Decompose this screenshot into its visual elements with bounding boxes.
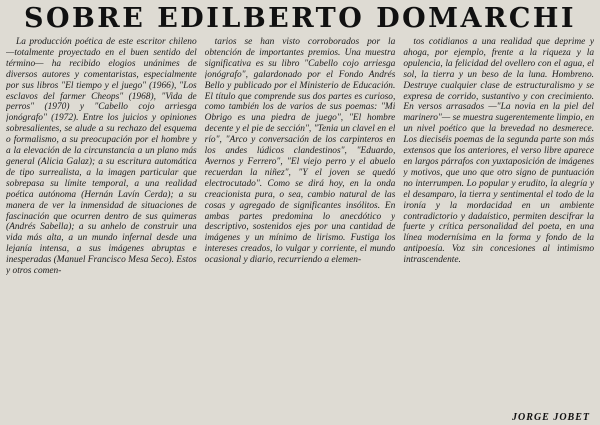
article-headline: SOBRE EDILBERTO DOMARCHI bbox=[23, 3, 577, 34]
column-text: tarios se han visto corroborados por la obtención de importantes premios. Una muestra significativa es su libro "Cabello cojo arriesga jonógrafo", galardonado por el Fondo Andrés Bello y publicado por el Ministerio de Educación. El título que comprende sus dos partes es curioso, como también los de varios de sus poemas: "Mi Obrigo es una piedra de juego", "El hombre decente y el pie de sección", "Tenia un clavel en el río", "Arco y conversación de los carpinteros en los andes lúdicos clandestinos", "Eduardo, Avernos y Ferrero", "El viejo perro y el abuelo recuerdan la niñez", "Y el joven se quedó electrocutado". Como se dirá hoy, en la onda creacionista pura, o sea, cambio natural de las cosas y agregado de significantes insólitos. En ambas partes predomina lo anecdótico y descriptivo, sostenidos ejes por una cantidad de imágenes y un mínimo de lirismo. Fustiga los intereses creados, lo vulgar y corriente, el mundo ocasional y diario, recurriendo a elemen- bbox=[204, 37, 396, 266]
column-text: La producción poética de este escritor chileno —totalmente proyectado en el buen sentido del término— ha recibido elogios unánimes de diversos autores y comentaristas, especialmente por sus libros "El tiempo y el juego" (1966), "Los esclavos del farmer Cheops" (1968), "Vida de perros" (1970) y "Cabello cojo arriesga jonógrafo" (1972). Entre los juicios y opiniones sobresalientes, se alude a su rechazo del esquema o formalismo, a su preocupación por el hombre y a la elevación de la circunstancia a un plano más general (Alicia Galaz); a su escritura automática de tipo surrealista, a la imagen particular que sobrepasa su límite temporal, a una realidad poética autónoma (Hernán Lavín Cerda); a su manera de ver la inmensidad de situaciones de fascinación que ocurren dentro de sus quimeras (Andrés Sabella); a su anhelo de construir una vida más alta, a un mundo infernal desde una lejanía intensa, a sus imágenes abruptas e inesperadas (Manuel Francisco Mesa Seco). Estos y otros comen- bbox=[6, 37, 197, 277]
article-column-2 bbox=[205, 37, 396, 417]
author-signature: JORGE JOBET bbox=[512, 412, 590, 423]
column-text: tos cotidianos a una realidad que deprime y ahoga, por ejemplo, frente a la riqueza y la opulencia, la felicidad del ovellero con el agua, el sol, la tierra y un beso de la luna. Hombreno. Destruye cualquier clase de estructuralismo y se expresa de corrido, sustantivo y con crecimiento. En versos arrasados —"La novia en la piel del marinero"— se muestra sugerentemente limpio, en un nivel poético que la brevedad no desmerece. Los dieciséis poemas de la segunda parte son más extensos que los anteriores, el verso libre aparece en largos párrafos con yuxtaposición de imágenes y motivos, que uno que otro signo de puntuación no interrumpen. Lo popular y erudito, la alegría y el desamparo, la tierra y sentimental el todo de la ironía y la mordacidad en un ambiente contradictorio y dadaístico, permiten descifrar la fuerte y crítica personalidad del poeta, en una línea modernísima en la forma y fondo de la antipoesía. Voz sin concesiones al intimismo intrascendente. bbox=[403, 37, 594, 266]
article-body bbox=[6, 37, 594, 417]
article-column-3 bbox=[403, 37, 594, 417]
article-column-1 bbox=[6, 37, 197, 417]
